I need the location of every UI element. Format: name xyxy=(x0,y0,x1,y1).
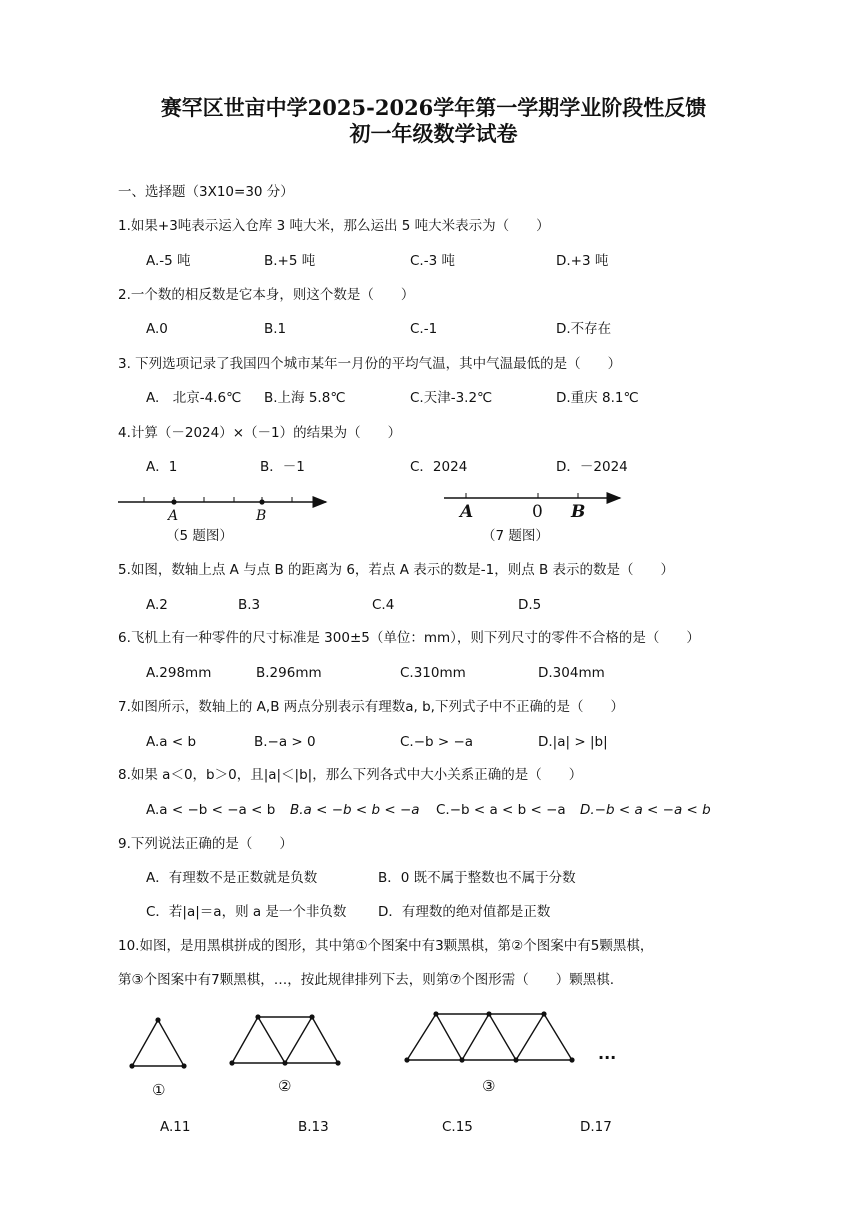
fig5-caption: （5 题图） xyxy=(166,528,233,544)
question-10-line2: 第③个图案中有7颗黑棋，…，按此规律排列下去，则第⑦个图形需（ ）颗黑棋. xyxy=(118,972,615,988)
question-4-stem: 4.计算（－2024）×（－1）的结果为（ ） xyxy=(118,425,402,441)
exam-title-line1: 赛罕区世亩中学2025-2026学年第一学期学业阶段性反馈 xyxy=(160,95,707,120)
q9-option-a: A．有理数不是正数就是负数 xyxy=(146,870,318,886)
pattern-3-label: ③ xyxy=(482,1077,496,1095)
question-1-stem: 1.如果+3吨表示运入仓库 3 吨大米，那么运出 5 吨大米表示为（ ） xyxy=(118,218,550,234)
q9-option-c: C．若|a|＝a，则 a 是一个非负数 xyxy=(146,904,347,920)
q4-option-d: D．－2024 xyxy=(556,459,628,475)
q6-option-b: B.296mm xyxy=(256,665,322,681)
q1-option-b: B.+5 吨 xyxy=(264,253,316,269)
q1-option-c: C.-3 吨 xyxy=(410,253,455,269)
pattern-ellipsis: ··· xyxy=(598,1048,617,1067)
pattern-1-label: ① xyxy=(152,1081,166,1099)
fig7-label-a: A xyxy=(460,502,474,522)
q9-option-b: B．0 既不属于整数也不属于分数 xyxy=(378,870,576,886)
question-10-line1: 10.如图，是用黑棋拼成的图形，其中第①个图案中有3颗黑棋，第②个图案中有5颗黑棋， xyxy=(118,938,654,954)
q7-number-line xyxy=(444,493,620,498)
q4-option-c: C．2024 xyxy=(410,459,468,475)
q10-option-c: C.15 xyxy=(442,1119,473,1135)
q3-option-b: B.上海 5.8℃ xyxy=(264,390,346,406)
q7-option-c: C.−b > −a xyxy=(400,734,474,750)
question-2-stem: 2.一个数的相反数是它本身，则这个数是（ ） xyxy=(118,287,415,303)
question-7-stem: 7.如图所示，数轴上的 A,B 两点分别表示有理数a, b,下列式子中不正确的是（ ） xyxy=(118,699,624,715)
q5-number-line xyxy=(118,497,326,505)
q4-option-a: A．1 xyxy=(146,459,178,475)
q10-option-d: D.17 xyxy=(580,1119,612,1135)
q5-option-a: A.2 xyxy=(146,597,168,613)
point-a xyxy=(171,499,176,504)
q6-option-a: A.298mm xyxy=(146,665,212,681)
q4-option-b: B．－1 xyxy=(260,459,305,475)
q8-option-c: C.−b < a < b < −a xyxy=(436,802,566,818)
q1-option-a: A.-5 吨 xyxy=(146,253,191,269)
fig7-label-0: 0 xyxy=(532,502,543,522)
fig7-caption: （7 题图） xyxy=(482,528,549,544)
exam-title-line2: 初一年级数学试卷 xyxy=(349,121,518,146)
q7-option-a: A.a < b xyxy=(146,734,197,750)
q3-option-a: A. 北京-4.6℃ xyxy=(146,390,242,406)
q3-option-c: C.天津-3.2℃ xyxy=(410,390,493,406)
pattern-3 xyxy=(404,1011,574,1062)
section-heading: 一、选择题（3X10=30 分） xyxy=(118,184,294,200)
q5-option-d: D.5 xyxy=(518,597,542,613)
q7-option-b: B.−a > 0 xyxy=(254,734,316,750)
q2-option-c: C.-1 xyxy=(410,321,438,337)
q6-option-c: C.310mm xyxy=(400,665,466,681)
q2-option-a: A.0 xyxy=(146,321,168,337)
q8-option-d: D.−b < a < −a < b xyxy=(580,802,711,818)
pattern-2-label: ② xyxy=(278,1077,292,1095)
question-6-stem: 6.飞机上有一种零件的尺寸标准是 300±5（单位：mm），则下列尺寸的零件不合格的是（ ） xyxy=(118,630,700,646)
q9-option-d: D．有理数的绝对值都是正数 xyxy=(378,904,551,920)
fig7-label-b: B xyxy=(571,502,586,522)
q7-option-d: D.|a| > |b| xyxy=(538,734,608,750)
question-3-stem: 3. 下列选项记录了我国四个城市某年一月份的平均气温，其中气温最低的是（ ） xyxy=(118,356,622,372)
q5-option-c: C.4 xyxy=(372,597,395,613)
q10-option-a: A.11 xyxy=(160,1119,191,1135)
pattern-2 xyxy=(229,1014,340,1065)
q2-option-d: D.不存在 xyxy=(556,321,612,337)
q8-option-b: B.a < −b < b < −a xyxy=(290,802,420,818)
q8-option-a: A.a < −b < −a < b xyxy=(146,802,276,818)
q5-option-b: B.3 xyxy=(238,597,261,613)
question-8-stem: 8.如果 a＜0，b＞0，且|a|＜|b|，那么下列各式中大小关系正确的是（ ） xyxy=(118,767,583,783)
question-9-stem: 9.下列说法正确的是（ ） xyxy=(118,836,293,852)
point-b xyxy=(259,499,264,504)
pattern-1 xyxy=(129,1017,186,1068)
question-5-stem: 5.如图，数轴上点 A 与点 B 的距离为 6，若点 A 表示的数是-1，则点 B 表示的数是（ ） xyxy=(118,562,675,578)
fig5-label-a: A xyxy=(168,508,179,524)
fig5-label-b: B xyxy=(256,508,267,524)
q2-option-b: B.1 xyxy=(264,321,287,337)
q3-option-d: D.重庆 8.1℃ xyxy=(556,390,639,406)
q10-option-b: B.13 xyxy=(298,1119,329,1135)
q1-option-d: D.+3 吨 xyxy=(556,253,609,269)
q6-option-d: D.304mm xyxy=(538,665,605,681)
